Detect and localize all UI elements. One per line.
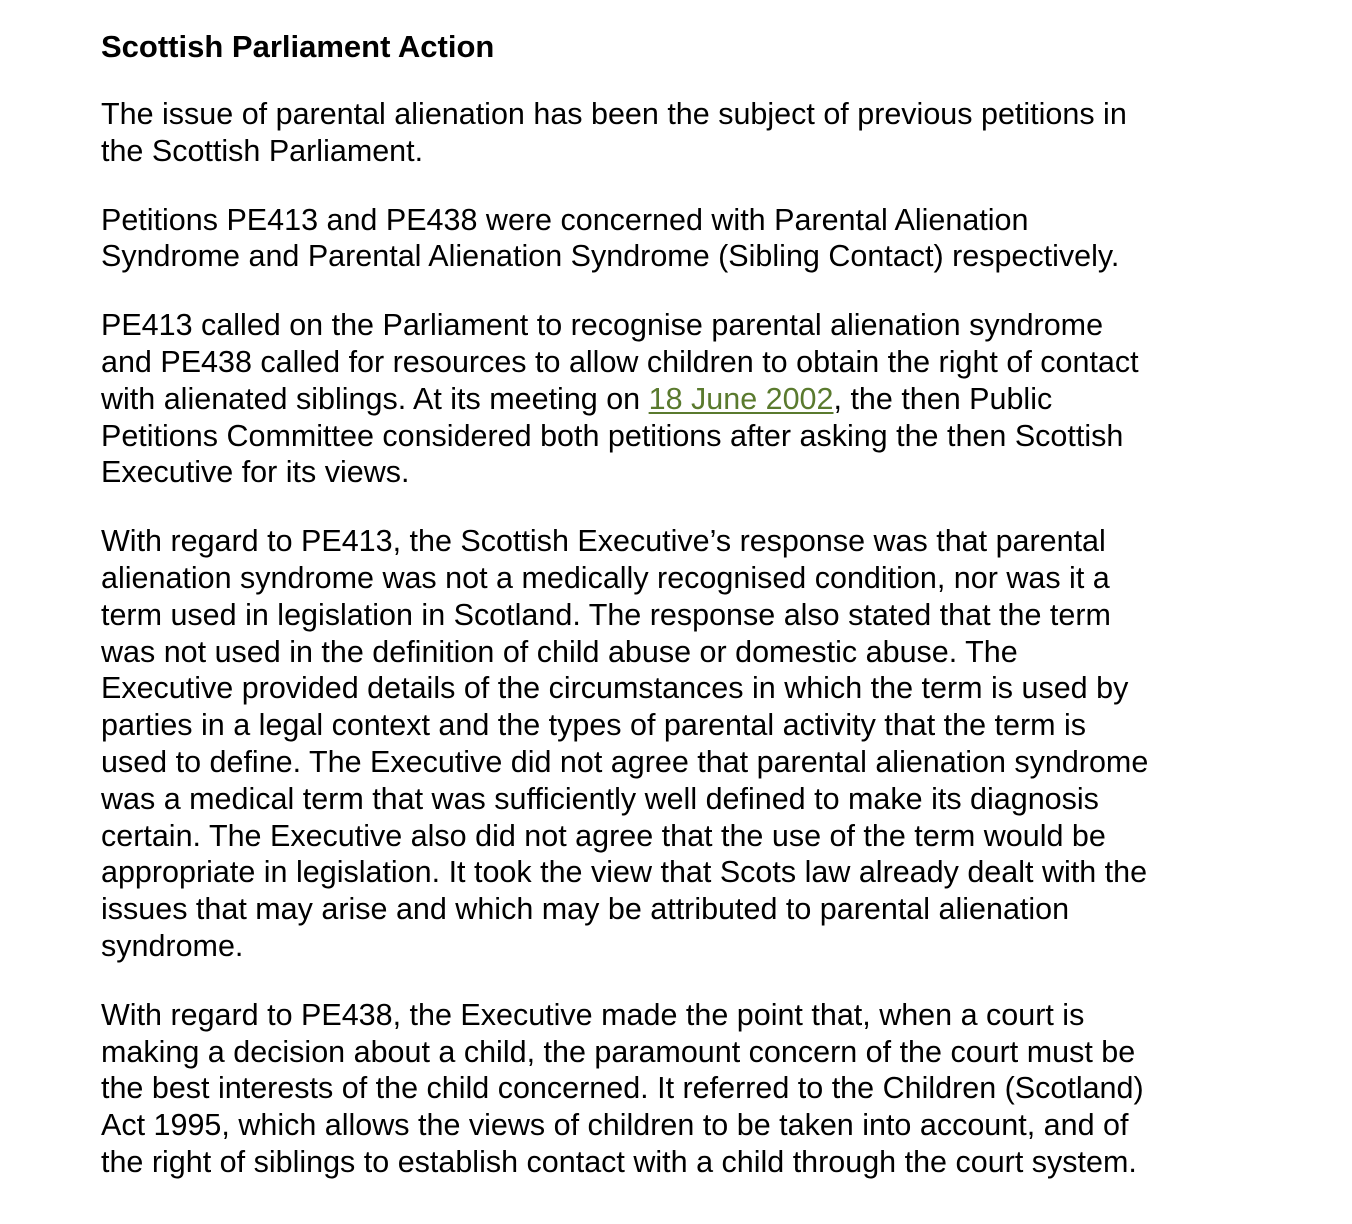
text-line: appropriate in legislation. It took the view that Scots law already dealt with the xyxy=(101,855,1148,890)
text-line: used to define. The Executive did not agree that parental alienation syndrome xyxy=(101,744,1149,779)
text-line-with-link xyxy=(101,381,1231,418)
document-page xyxy=(101,26,1231,1213)
text-line: the best interests of the child concerned. It referred to the Children (Scotland) xyxy=(101,1071,1144,1106)
paragraph-pe413-pe438-calls xyxy=(101,307,1231,491)
paragraph-pe438-response xyxy=(101,997,1231,1181)
text-segment: , the then Public xyxy=(833,381,1053,416)
text-segment: with alienated siblings. At its meeting on xyxy=(101,381,649,416)
text-line: was not used in the definition of child abuse or domestic abuse. The xyxy=(101,634,1018,669)
text-line: Syndrome and Parental Alienation Syndrome (Sibling Contact) respectively. xyxy=(101,239,1120,274)
text-line: certain. The Executive also did not agree that the use of the term would be xyxy=(101,818,1106,853)
text-line: alienation syndrome was not a medically recognised condition, nor was it a xyxy=(101,560,1110,595)
text-line: Petitions Committee considered both petitions after asking the then Scottish xyxy=(101,418,1124,453)
text-line: the Scottish Parliament. xyxy=(101,133,424,168)
text-line: syndrome. xyxy=(101,928,244,963)
text-line: Executive provided details of the circumstances in which the term is used by xyxy=(101,671,1129,706)
text-line: Petitions PE413 and PE438 were concerned with Parental Alienation xyxy=(101,202,1029,237)
text-line: The issue of parental alienation has been the subject of previous petitions in xyxy=(101,97,1127,131)
paragraph-pe413-response xyxy=(101,523,1231,965)
paragraph-petitions-concerned xyxy=(101,202,1231,276)
section-heading: Scottish Parliament Action xyxy=(101,29,495,64)
text-line: PE413 called on the Parliament to recognise parental alienation syndrome xyxy=(101,308,1104,343)
text-line: and PE438 called for resources to allow children to obtain the right of contact xyxy=(101,344,1139,379)
text-line: issues that may arise and which may be attributed to parental alienation xyxy=(101,892,1070,927)
paragraph-previous-petitions xyxy=(101,96,1231,170)
text-line: With regard to PE438, the Executive made the point that, when a court is xyxy=(101,997,1085,1032)
text-line: term used in legislation in Scotland. The response also stated that the term xyxy=(101,597,1111,632)
text-line: With regard to PE413, the Scottish Executive’s response was that parental xyxy=(101,524,1106,559)
meeting-date-link[interactable]: 18 June 2002 xyxy=(648,381,834,416)
text-line: making a decision about a child, the paramount concern of the court must be xyxy=(101,1034,1136,1069)
text-line: the right of siblings to establish contact with a child through the court system. xyxy=(101,1144,1137,1179)
text-line: was a medical term that was sufficiently well defined to make its diagnosis xyxy=(101,781,1099,816)
text-line: Act 1995, which allows the views of children to be taken into account, and of xyxy=(101,1108,1129,1143)
text-line: Executive for its views. xyxy=(101,455,410,490)
text-line: parties in a legal context and the types of parental activity that the term is xyxy=(101,708,1087,743)
